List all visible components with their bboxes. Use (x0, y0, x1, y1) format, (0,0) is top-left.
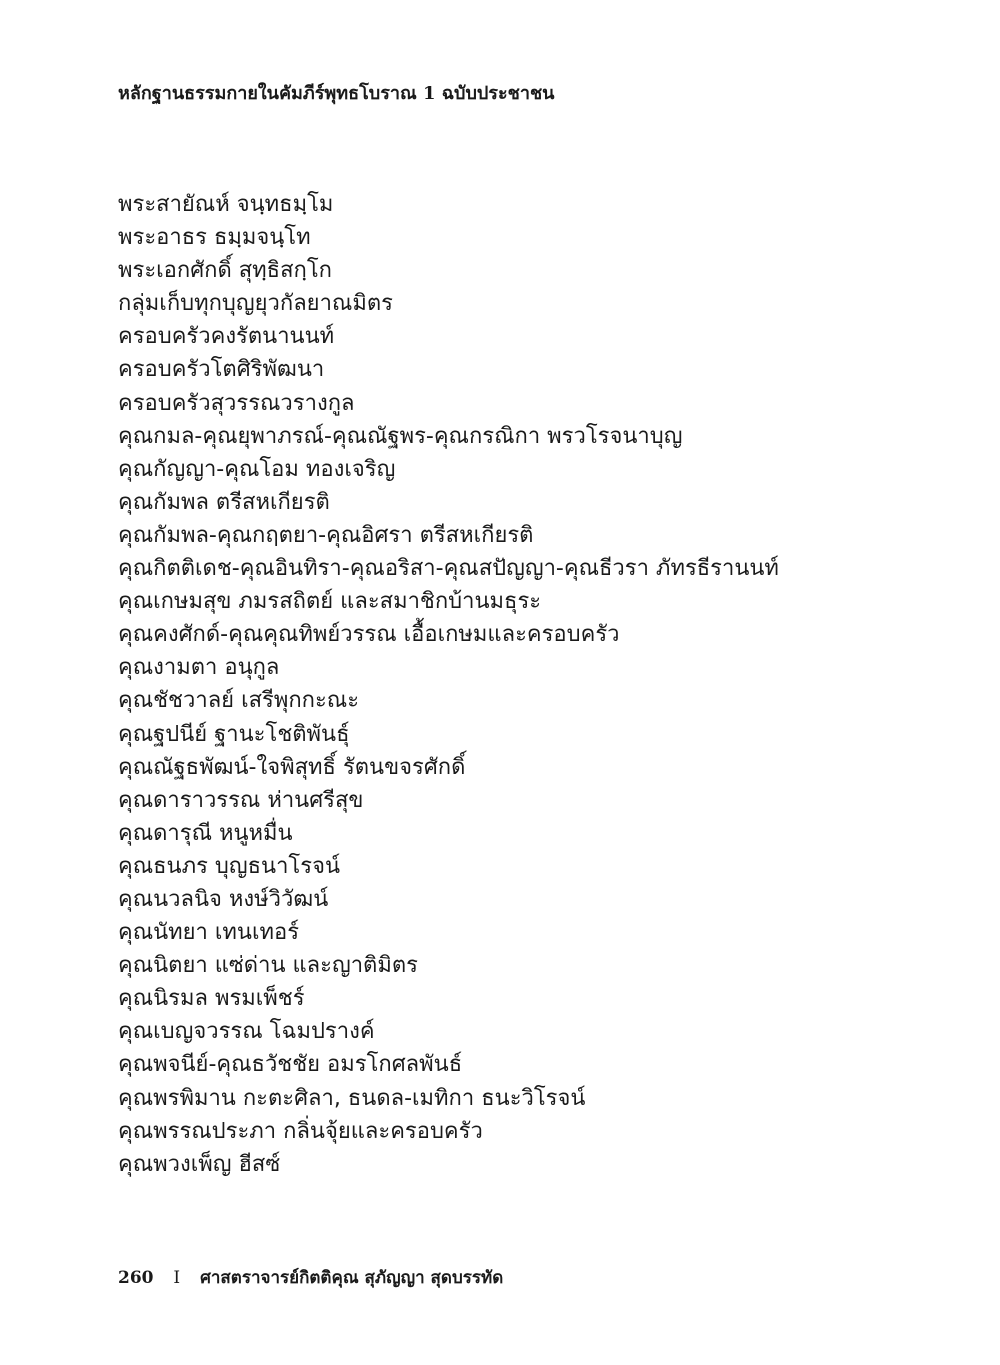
list-item: คุณกัมพล-คุณกฤตยา-คุณอิศรา ตรีสหเกียรติ (118, 522, 534, 548)
list-item: คุณพรรณประภา กลิ่นจุ้ยและครอบครัว (118, 1118, 483, 1144)
list-item: พระเอกศักดิ์ สุทฺธิสกฺโก (118, 258, 332, 284)
list-item: ครอบครัวโตศิริพัฒนา (118, 357, 325, 383)
list-item: คุณกิตติเดช-คุณอินทิรา-คุณอริสา-คุณสปัญญา-คุณธีวรา ภัทรธีรานนท์ (118, 556, 779, 582)
list-item: พระอาธร ธมฺมจนฺโท (118, 225, 311, 251)
list-item: คุณนัทยา เทนเทอร์ (118, 920, 300, 946)
list-item: คุณพวงเพ็ญ ฮีสซ์ (118, 1151, 281, 1177)
running-header-title: หลักฐานธรรมกายในคัมภีร์พุทธโบราณ 1 ฉบับประชาชน (118, 83, 555, 104)
list-item: คุณกัญญา-คุณโอม ทองเจริญ (118, 456, 396, 482)
list-item: คุณธนภร บุญธนาโรจน์ (118, 853, 340, 879)
footer-author: ศาสตราจารย์กิตติคุณ สุภัญญา สุดบรรทัด (200, 1268, 504, 1288)
running-footer (118, 1264, 503, 1291)
list-item: คุณชัชวาลย์ เสรีพุกกะณะ (118, 688, 360, 714)
list-item: กลุ่มเก็บทุกบุญยุวกัลยาณมิตร (118, 291, 393, 317)
list-item: คุณกัมพล ตรีสหเกียรติ (118, 489, 330, 515)
list-item: คุณนิรมล พรมเพ็ชร์ (118, 986, 305, 1012)
list-item: คุณพจนีย์-คุณธวัชชัย อมรโกศลพันธ์ (118, 1052, 463, 1078)
list-item: คุณดารุณี หนูหมื่น (118, 820, 293, 846)
list-item: คุณเบญจวรรณ โฉมปรางค์ (118, 1019, 375, 1045)
page-number: 260 (118, 1268, 154, 1288)
list-item: คุณเกษมสุข ภมรสถิตย์ และสมาชิกบ้านมธุระ (118, 589, 542, 615)
list-item: คุณพรพิมาน กะตะศิลา, ธนดล-เมทิกา ธนะวิโรจน์ (118, 1085, 586, 1111)
list-item: คุณนิตยา แซ่ด่าน และญาติมิตร (118, 953, 418, 979)
list-item: ครอบครัวสุวรรณวรางกูล (118, 390, 355, 416)
list-item: ครอบครัวคงรัตนานนท์ (118, 324, 335, 350)
list-item: คุณณัฐธพัฒน์-ใจพิสุทธิ์ รัตนขจรศักดิ์ (118, 754, 466, 780)
list-item: คุณคงศักด์-คุณคุณทิพย์วรรณ เอื้อเกษมและครอบครัว (118, 622, 620, 648)
footer-separator: I (173, 1268, 181, 1288)
list-item: คุณฐปนีย์ ฐานะโชติพันธุ์ (118, 721, 350, 747)
list-item: คุณงามตา อนุกูล (118, 655, 280, 681)
list-item: พระสายัณห์ จนฺทธมฺโม (118, 192, 334, 217)
list-item: คุณนวลนิจ หงษ์วิวัฒน์ (118, 886, 329, 912)
list-item: คุณกมล-คุณยุพาภรณ์-คุณณัฐพร-คุณกรณิกา พรวโรจนาบุญ (118, 423, 683, 449)
list-item: คุณดาราวรรณ ห่านศรีสุข (118, 787, 364, 813)
donor-name-list (118, 188, 938, 1181)
